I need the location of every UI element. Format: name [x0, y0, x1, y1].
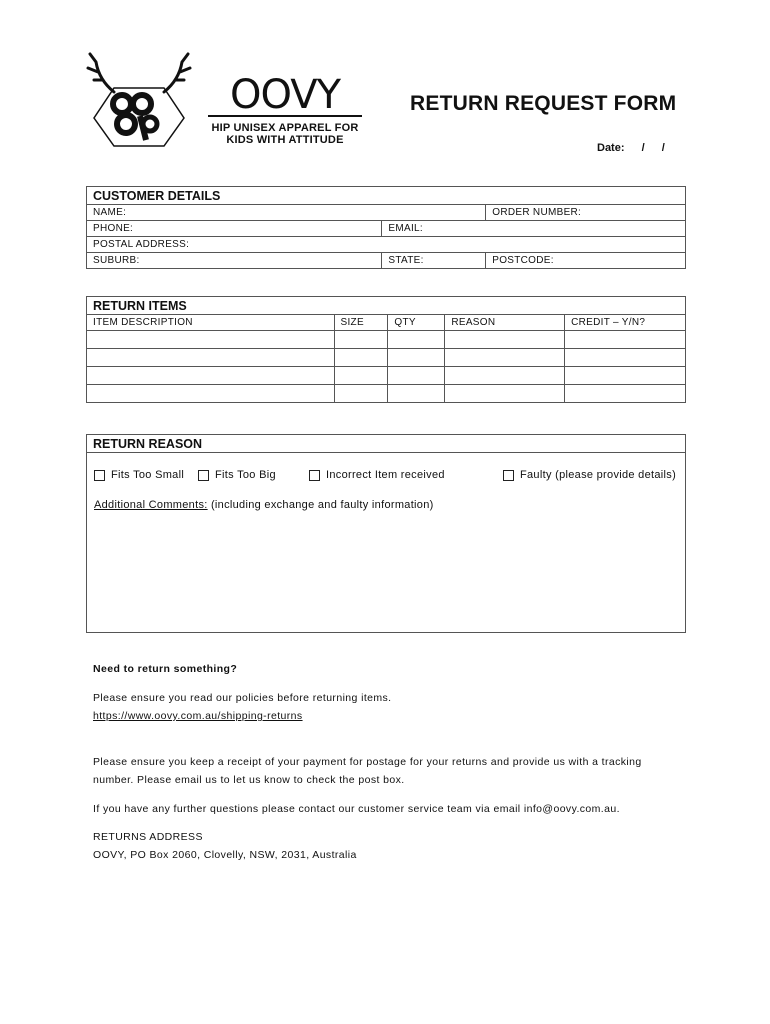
comments-label: Additional Comments: — [94, 499, 208, 511]
return-reason-section — [86, 434, 686, 633]
additional-comments-field[interactable] — [94, 499, 434, 511]
fits-too-big-option[interactable] — [198, 469, 276, 481]
reason-cell[interactable] — [445, 367, 565, 385]
checkbox-icon[interactable] — [309, 470, 320, 481]
table-row — [87, 331, 686, 349]
qty-cell[interactable] — [388, 349, 445, 367]
policy-link[interactable]: https://www.oovy.com.au/shipping-returns — [93, 710, 303, 722]
option-label: Incorrect Item received — [326, 469, 445, 481]
qty-cell[interactable] — [388, 367, 445, 385]
checkbox-icon[interactable] — [94, 470, 105, 481]
svg-text:OOVY: OOVY — [229, 72, 341, 118]
date-label: Date: — [597, 142, 625, 154]
returns-address: OOVY, PO Box 2060, Clovelly, NSW, 2031, Australia — [93, 849, 357, 861]
receipt-line: number. Please email us to let us know to check the post box. — [93, 774, 405, 786]
item-description-cell[interactable] — [87, 349, 335, 367]
faulty-option[interactable] — [503, 469, 676, 481]
reason-cell[interactable] — [445, 385, 565, 403]
customer-details-heading: CUSTOMER DETAILS — [87, 187, 686, 205]
return-items-table — [86, 296, 686, 403]
item-description-cell[interactable] — [87, 367, 335, 385]
size-cell[interactable] — [334, 367, 388, 385]
column-header: ITEM DESCRIPTION — [87, 315, 335, 331]
credit-cell[interactable] — [565, 331, 686, 349]
form-title: RETURN REQUEST FORM — [410, 92, 677, 115]
option-label: Faulty (please provide details) — [520, 469, 677, 481]
date-separator: / — [641, 142, 645, 154]
oovy-logo-icon — [84, 44, 194, 148]
date-field[interactable] — [597, 142, 665, 154]
return-items-heading: RETURN ITEMS — [87, 297, 686, 315]
reason-cell[interactable] — [445, 349, 565, 367]
size-cell[interactable] — [334, 331, 388, 349]
incorrect-item-option[interactable] — [309, 469, 445, 481]
comments-hint: (including exchange and faulty information) — [207, 499, 434, 511]
qty-cell[interactable] — [388, 385, 445, 403]
brand-tagline — [200, 122, 370, 146]
tagline-line-1: HIP UNISEX APPAREL FOR — [211, 122, 359, 134]
column-header: QTY — [388, 315, 445, 331]
tagline-line-2: KIDS WITH ATTITUDE — [226, 134, 344, 146]
checkbox-icon[interactable] — [198, 470, 209, 481]
policy-text: Please ensure you read our policies before returning items. — [93, 692, 392, 704]
customer-details-table — [86, 186, 686, 269]
questions-text: If you have any further questions please contact our customer service team via email info@oovy.com.au. — [93, 803, 620, 815]
brand-name — [200, 70, 370, 122]
item-description-cell[interactable] — [87, 331, 335, 349]
credit-cell[interactable] — [565, 385, 686, 403]
name-field[interactable]: NAME: — [87, 205, 486, 221]
option-label: Fits Too Small — [111, 469, 185, 481]
state-field[interactable]: STATE: — [382, 253, 486, 269]
phone-field[interactable]: PHONE: — [87, 221, 382, 237]
reason-cell[interactable] — [445, 331, 565, 349]
receipt-text — [93, 753, 693, 789]
suburb-field[interactable]: SUBURB: — [87, 253, 382, 269]
size-cell[interactable] — [334, 385, 388, 403]
order-number-field[interactable]: ORDER NUMBER: — [486, 205, 686, 221]
postal-address-field[interactable]: POSTAL ADDRESS: — [87, 237, 686, 253]
table-row — [87, 367, 686, 385]
credit-cell[interactable] — [565, 349, 686, 367]
table-row — [87, 385, 686, 403]
return-reason-heading: RETURN REASON — [87, 435, 685, 453]
size-cell[interactable] — [334, 349, 388, 367]
checkbox-icon[interactable] — [503, 470, 514, 481]
column-header: REASON — [445, 315, 565, 331]
credit-cell[interactable] — [565, 367, 686, 385]
date-separator: / — [661, 142, 665, 154]
returns-address-label: RETURNS ADDRESS — [93, 831, 203, 843]
email-field[interactable]: EMAIL: — [382, 221, 686, 237]
column-header: CREDIT – Y/N? — [565, 315, 686, 331]
item-description-cell[interactable] — [87, 385, 335, 403]
receipt-line: Please ensure you keep a receipt of your payment for postage for your returns and provide us with a tracking — [93, 756, 642, 768]
need-return-heading: Need to return something? — [93, 663, 238, 675]
fits-too-small-option[interactable] — [94, 469, 184, 481]
qty-cell[interactable] — [388, 331, 445, 349]
option-label: Fits Too Big — [215, 469, 276, 481]
column-header: SIZE — [334, 315, 388, 331]
table-row — [87, 349, 686, 367]
postcode-field[interactable]: POSTCODE: — [486, 253, 686, 269]
